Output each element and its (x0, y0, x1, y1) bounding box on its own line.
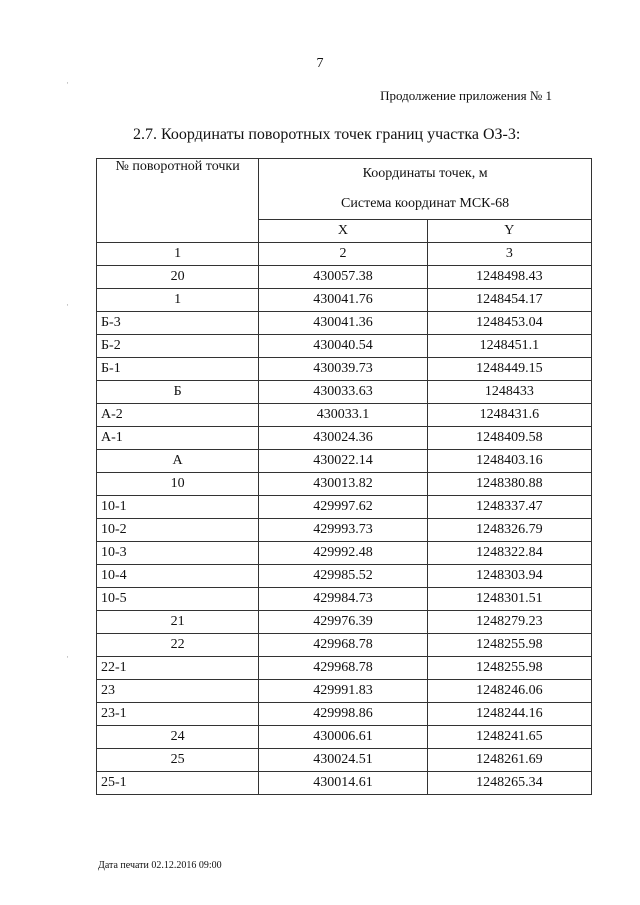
header-coordinates-title: Координаты точек, м (362, 166, 488, 181)
point-number-cell: 10-5 (97, 588, 259, 611)
y-coordinate-cell: 1248453.04 (427, 312, 591, 335)
table-row (97, 358, 592, 381)
x-coordinate-cell: 429968.78 (259, 657, 427, 680)
table-row (97, 611, 592, 634)
table-row (97, 772, 592, 795)
y-coordinate-cell: 1248326.79 (427, 519, 591, 542)
point-number-cell: 10-2 (97, 519, 259, 542)
x-coordinate-cell: 430022.14 (259, 450, 427, 473)
y-coordinate-cell: 1248261.69 (427, 749, 591, 772)
column-number: 2 (259, 243, 427, 266)
y-coordinate-cell: 1248301.51 (427, 588, 591, 611)
point-number-cell: 10-3 (97, 542, 259, 565)
y-coordinate-cell: 1248303.94 (427, 565, 591, 588)
table-row (97, 335, 592, 358)
x-coordinate-cell: 430041.76 (259, 289, 427, 312)
table-row (97, 680, 592, 703)
y-coordinate-cell: 1248449.15 (427, 358, 591, 381)
y-coordinate-cell: 1248244.16 (427, 703, 591, 726)
table-row (97, 381, 592, 404)
coordinates-table (96, 158, 592, 795)
table-row (97, 289, 592, 312)
point-number-cell: Б-3 (97, 312, 259, 335)
y-coordinate-cell: 1248279.23 (427, 611, 591, 634)
point-number-cell: 25 (97, 749, 259, 772)
x-coordinate-cell: 430041.36 (259, 312, 427, 335)
table-row (97, 749, 592, 772)
point-number-cell: 23 (97, 680, 259, 703)
point-number-cell: А (97, 450, 259, 473)
table-row (97, 657, 592, 680)
y-coordinate-cell: 1248454.17 (427, 289, 591, 312)
x-coordinate-cell: 430024.36 (259, 427, 427, 450)
point-number-cell: 10-1 (97, 496, 259, 519)
x-coordinate-cell: 429991.83 (259, 680, 427, 703)
point-number-cell: 10 (97, 473, 259, 496)
header-point-number: № поворотной точки (97, 159, 259, 243)
point-number-cell: 22 (97, 634, 259, 657)
point-number-cell: 24 (97, 726, 259, 749)
table-body (97, 266, 592, 795)
point-number-cell: 10-4 (97, 565, 259, 588)
point-number-cell: 22-1 (97, 657, 259, 680)
x-coordinate-cell: 430013.82 (259, 473, 427, 496)
page-number: 7 (316, 56, 324, 71)
x-coordinate-cell: 429985.52 (259, 565, 427, 588)
x-coordinate-cell: 429998.86 (259, 703, 427, 726)
table-row (97, 703, 592, 726)
y-coordinate-cell: 1248255.98 (427, 657, 591, 680)
x-coordinate-cell: 429997.62 (259, 496, 427, 519)
x-coordinate-cell: 429993.73 (259, 519, 427, 542)
point-number-cell: Б-2 (97, 335, 259, 358)
y-coordinate-cell: 1248255.98 (427, 634, 591, 657)
y-coordinate-cell: 1248322.84 (427, 542, 591, 565)
point-number-cell: А-2 (97, 404, 259, 427)
y-coordinate-cell: 1248433 (427, 381, 591, 404)
x-coordinate-cell: 430006.61 (259, 726, 427, 749)
x-coordinate-cell: 430033.63 (259, 381, 427, 404)
table-row (97, 473, 592, 496)
y-coordinate-cell: 1248431.6 (427, 404, 591, 427)
table-row (97, 565, 592, 588)
scan-mark: · (66, 78, 69, 88)
table-row (97, 519, 592, 542)
table-row (97, 542, 592, 565)
x-coordinate-cell: 430033.1 (259, 404, 427, 427)
point-number-cell: 1 (97, 289, 259, 312)
column-number: 1 (97, 243, 259, 266)
point-number-cell: 25-1 (97, 772, 259, 795)
table-row (97, 726, 592, 749)
x-coordinate-cell: 429968.78 (259, 634, 427, 657)
point-number-cell: 20 (97, 266, 259, 289)
header-x: X (259, 220, 427, 243)
x-coordinate-cell: 429976.39 (259, 611, 427, 634)
section-title: 2.7. Координаты поворотных точек границ участка ОЗ-3: (133, 126, 521, 143)
point-number-cell: Б-1 (97, 358, 259, 381)
table-row (97, 404, 592, 427)
x-coordinate-cell: 429984.73 (259, 588, 427, 611)
table-row (97, 450, 592, 473)
header-coordinates (259, 159, 592, 220)
scan-mark: · (66, 652, 69, 662)
y-coordinate-cell: 1248498.43 (427, 266, 591, 289)
scan-mark: · (66, 300, 69, 310)
table-row (97, 312, 592, 335)
table-row (97, 496, 592, 519)
x-coordinate-cell: 430024.51 (259, 749, 427, 772)
y-coordinate-cell: 1248246.06 (427, 680, 591, 703)
y-coordinate-cell: 1248451.1 (427, 335, 591, 358)
table-row (97, 588, 592, 611)
y-coordinate-cell: 1248337.47 (427, 496, 591, 519)
table-row (97, 266, 592, 289)
point-number-cell: 21 (97, 611, 259, 634)
print-date: Дата печати 02.12.2016 09:00 (98, 860, 222, 871)
header-y: Y (427, 220, 591, 243)
point-number-cell: Б (97, 381, 259, 404)
y-coordinate-cell: 1248380.88 (427, 473, 591, 496)
x-coordinate-cell: 430039.73 (259, 358, 427, 381)
table-row (97, 427, 592, 450)
point-number-cell: А-1 (97, 427, 259, 450)
y-coordinate-cell: 1248241.65 (427, 726, 591, 749)
point-number-cell: 23-1 (97, 703, 259, 726)
column-number: 3 (427, 243, 591, 266)
table-row (97, 634, 592, 657)
y-coordinate-cell: 1248403.16 (427, 450, 591, 473)
x-coordinate-cell: 430057.38 (259, 266, 427, 289)
x-coordinate-cell: 430014.61 (259, 772, 427, 795)
header-coordinate-system: Система координат МСК-68 (341, 196, 510, 211)
x-coordinate-cell: 429992.48 (259, 542, 427, 565)
x-coordinate-cell: 430040.54 (259, 335, 427, 358)
y-coordinate-cell: 1248265.34 (427, 772, 591, 795)
appendix-note: Продолжение приложения № 1 (380, 88, 552, 103)
y-coordinate-cell: 1248409.58 (427, 427, 591, 450)
